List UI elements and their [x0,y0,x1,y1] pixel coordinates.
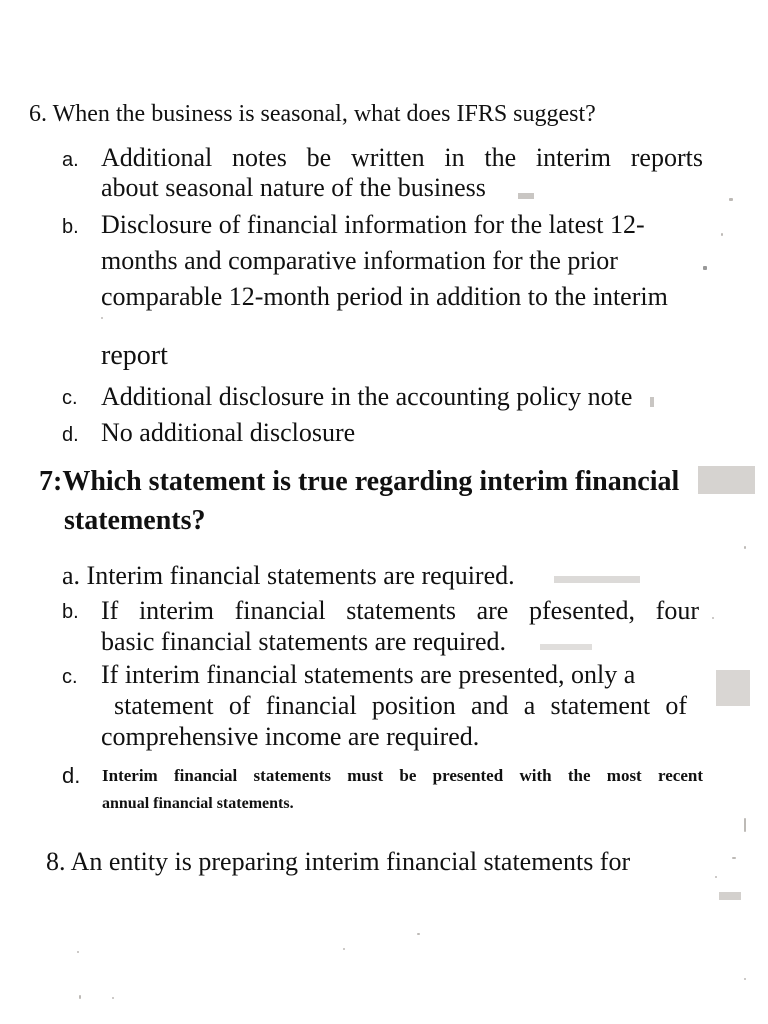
word: presented [432,766,504,785]
word: in [444,143,465,172]
scan-smudge [716,670,750,706]
q8-question: 8. An entity is preparing interim financial statements for [46,847,631,876]
word: financial [234,596,326,625]
word: interim [138,596,215,625]
word: with [519,766,552,785]
q7-option-c-line3: comprehensive income are required. [101,722,480,751]
word: statements [346,596,456,625]
word: Additional [101,143,213,172]
word: must [347,766,384,785]
scan-speck [744,978,746,980]
word: recent [658,766,703,785]
q6-option-d-label: d. [62,424,79,446]
word: a [523,691,536,720]
q7-option-c-line2 [114,691,687,721]
word: are [476,596,509,625]
q7-option-d-line1-text [102,766,703,786]
scan-smudge [518,193,534,199]
q6-option-b-label: b. [62,216,79,238]
word: financial [173,766,238,785]
scan-speck [744,818,746,832]
word: If [101,596,119,625]
q7-option-a-label: a. [62,561,81,590]
word: pfesented, [528,596,636,625]
q7-option-b-line1 [101,596,699,626]
word: written [350,143,425,172]
word: notes [231,143,287,172]
scan-speck [703,266,707,270]
q7-option-a-line1: Interim financial statements are required. [86,561,515,590]
q7-option-c-label: c. [62,666,78,688]
word: the [567,766,591,785]
q7-option-b-label: b. [62,601,79,623]
scan-smudge [719,892,741,900]
word: statement [550,691,651,720]
scan-smudge [540,644,592,650]
word: Interim [102,766,158,785]
q6-option-a-label: a. [62,149,79,171]
word: most [606,766,642,785]
scan-speck [732,857,736,859]
scan-speck [77,951,79,953]
word: the [484,143,517,172]
q7-option-a [62,561,515,591]
q7-option-b-line2: basic financial statements are required. [101,627,506,656]
scan-speck [343,948,345,950]
scan-smudge [650,397,654,407]
word: interim [535,143,611,172]
scan-speck [101,317,103,319]
q6-question: 6. When the business is seasonal, what does IFRS suggest? [29,101,596,127]
q7-option-d-line1 [102,766,703,786]
q7-question-line2: statements? [64,505,206,536]
q6-option-d-line1: No additional disclosure [101,418,356,447]
q6-option-b-line1: Disclosure of financial information for the latest 12- [101,210,645,239]
scan-speck [79,995,81,999]
q6-option-a-line2: about seasonal nature of the business [101,173,486,202]
q6-option-b-line3: comparable 12-month period in addition to the interim [101,282,668,311]
scan-speck [721,233,723,236]
word: position [371,691,456,720]
word: financial [265,691,357,720]
scan-smudge [698,466,755,494]
q7-option-d-line2: annual financial statements. [102,795,294,812]
scan-smudge [554,576,640,583]
q6-option-c-line1: Additional disclosure in the accounting policy note [101,382,633,411]
scan-speck [715,876,717,878]
q6-option-a-line1 [101,143,703,173]
scan-speck [712,617,714,619]
scan-speck [417,933,420,935]
q7-option-c-line1: If interim financial statements are presented, only a [101,660,636,689]
q6-option-b-line4: report [101,340,168,371]
word: four [655,596,699,625]
q6-option-a-line1-text [101,143,703,173]
q7-option-c-line2-text [114,691,687,721]
word: statement [114,691,214,720]
word: statements [253,766,331,785]
word: and [470,691,509,720]
q7-option-d-label: d. [62,763,81,788]
scan-speck [112,997,114,999]
word: of [228,691,251,720]
q7-question-line1: 7:Which statement is true regarding interim financial [39,466,680,497]
q6-option-b-line2: months and comparative information for the prior [101,246,618,275]
scan-speck [729,198,733,201]
scan-speck [744,546,746,549]
word: of [665,691,687,720]
q7-option-b-line1-text [101,596,699,626]
word: be [399,766,417,785]
word: reports [630,143,703,172]
q6-option-c-label: c. [62,387,78,409]
word: be [306,143,332,172]
